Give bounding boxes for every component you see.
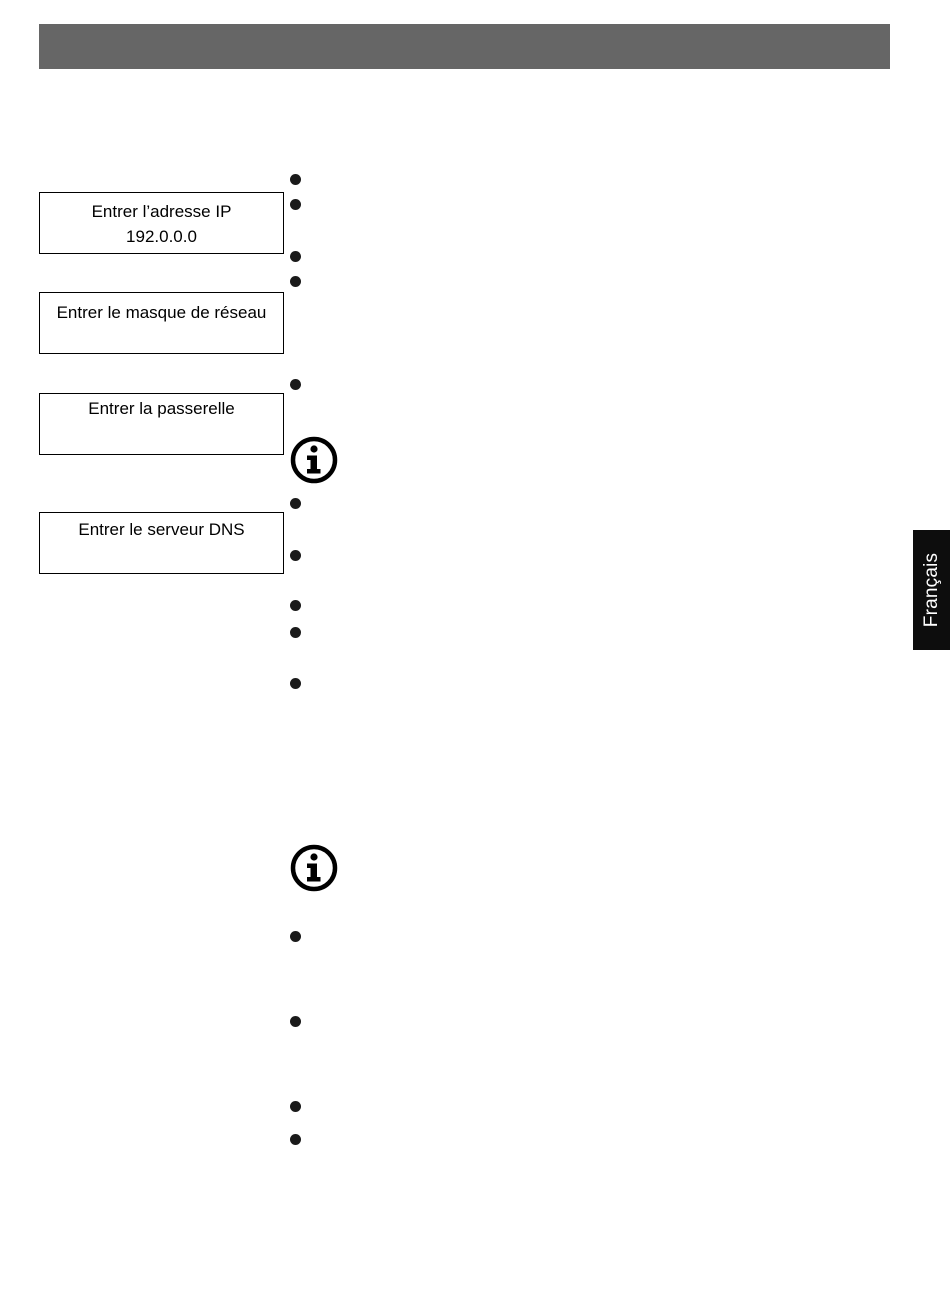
bullet-icon [290,1134,301,1145]
language-tab-label: Français [920,552,942,628]
display-ip-value: 192.0.0.0 [126,227,197,246]
language-tab [913,530,950,650]
info-icon [290,844,338,892]
display-dns-label: Entrer le serveur DNS [78,520,245,539]
display-netmask-label: Entrer le masque de réseau [56,303,267,322]
bullet-icon [290,931,301,942]
bullet-icon [290,498,301,509]
display-ip-label: Entrer l’adresse IP [91,202,232,221]
bullet-icon [290,1016,301,1027]
bullet-icon [290,251,301,262]
bullet-icon [290,678,301,689]
header-bar [39,24,890,69]
info-icon [290,436,338,484]
bullet-icon [290,379,301,390]
bullet-icon [290,600,301,611]
display-gateway-label: Entrer la passerelle [88,399,235,418]
bullet-icon [290,627,301,638]
display-dns-server [39,512,284,574]
bullet-icon [290,276,301,287]
display-netmask [39,292,284,354]
bullet-icon [290,550,301,561]
bullet-icon [290,174,301,185]
bullet-icon [290,199,301,210]
display-gateway [39,393,284,455]
bullet-icon [290,1101,301,1112]
display-ip-address [39,192,284,254]
